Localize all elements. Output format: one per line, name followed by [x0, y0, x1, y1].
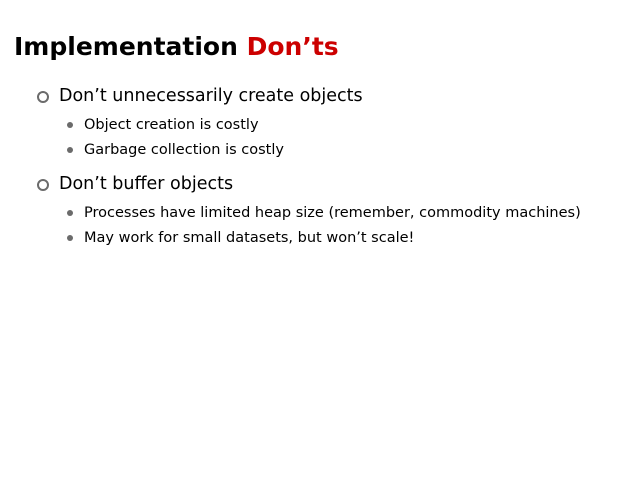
dot-bullet-icon: [67, 210, 73, 216]
ring-bullet-icon: [37, 179, 49, 191]
bullet-text: Don’t unnecessarily create objects: [59, 86, 363, 106]
dot-bullet-icon: [67, 147, 73, 153]
dot-bullet-icon: [67, 235, 73, 241]
ring-bullet-icon: [37, 91, 49, 103]
dot-bullet-icon: [67, 122, 73, 128]
sub-bullet-text: Object creation is costly: [84, 117, 259, 133]
slide-title: [14, 31, 339, 63]
sub-bullet-text: Garbage collection is costly: [84, 142, 284, 158]
title-accent: Don’ts: [246, 32, 339, 61]
sub-bullet-text: May work for small datasets, but won’t scale!: [84, 230, 415, 246]
sub-bullet-text: Processes have limited heap size (remember, commodity machines): [84, 205, 581, 221]
title-main: Implementation: [14, 32, 238, 61]
bullet-text: Don’t buffer objects: [59, 174, 234, 194]
